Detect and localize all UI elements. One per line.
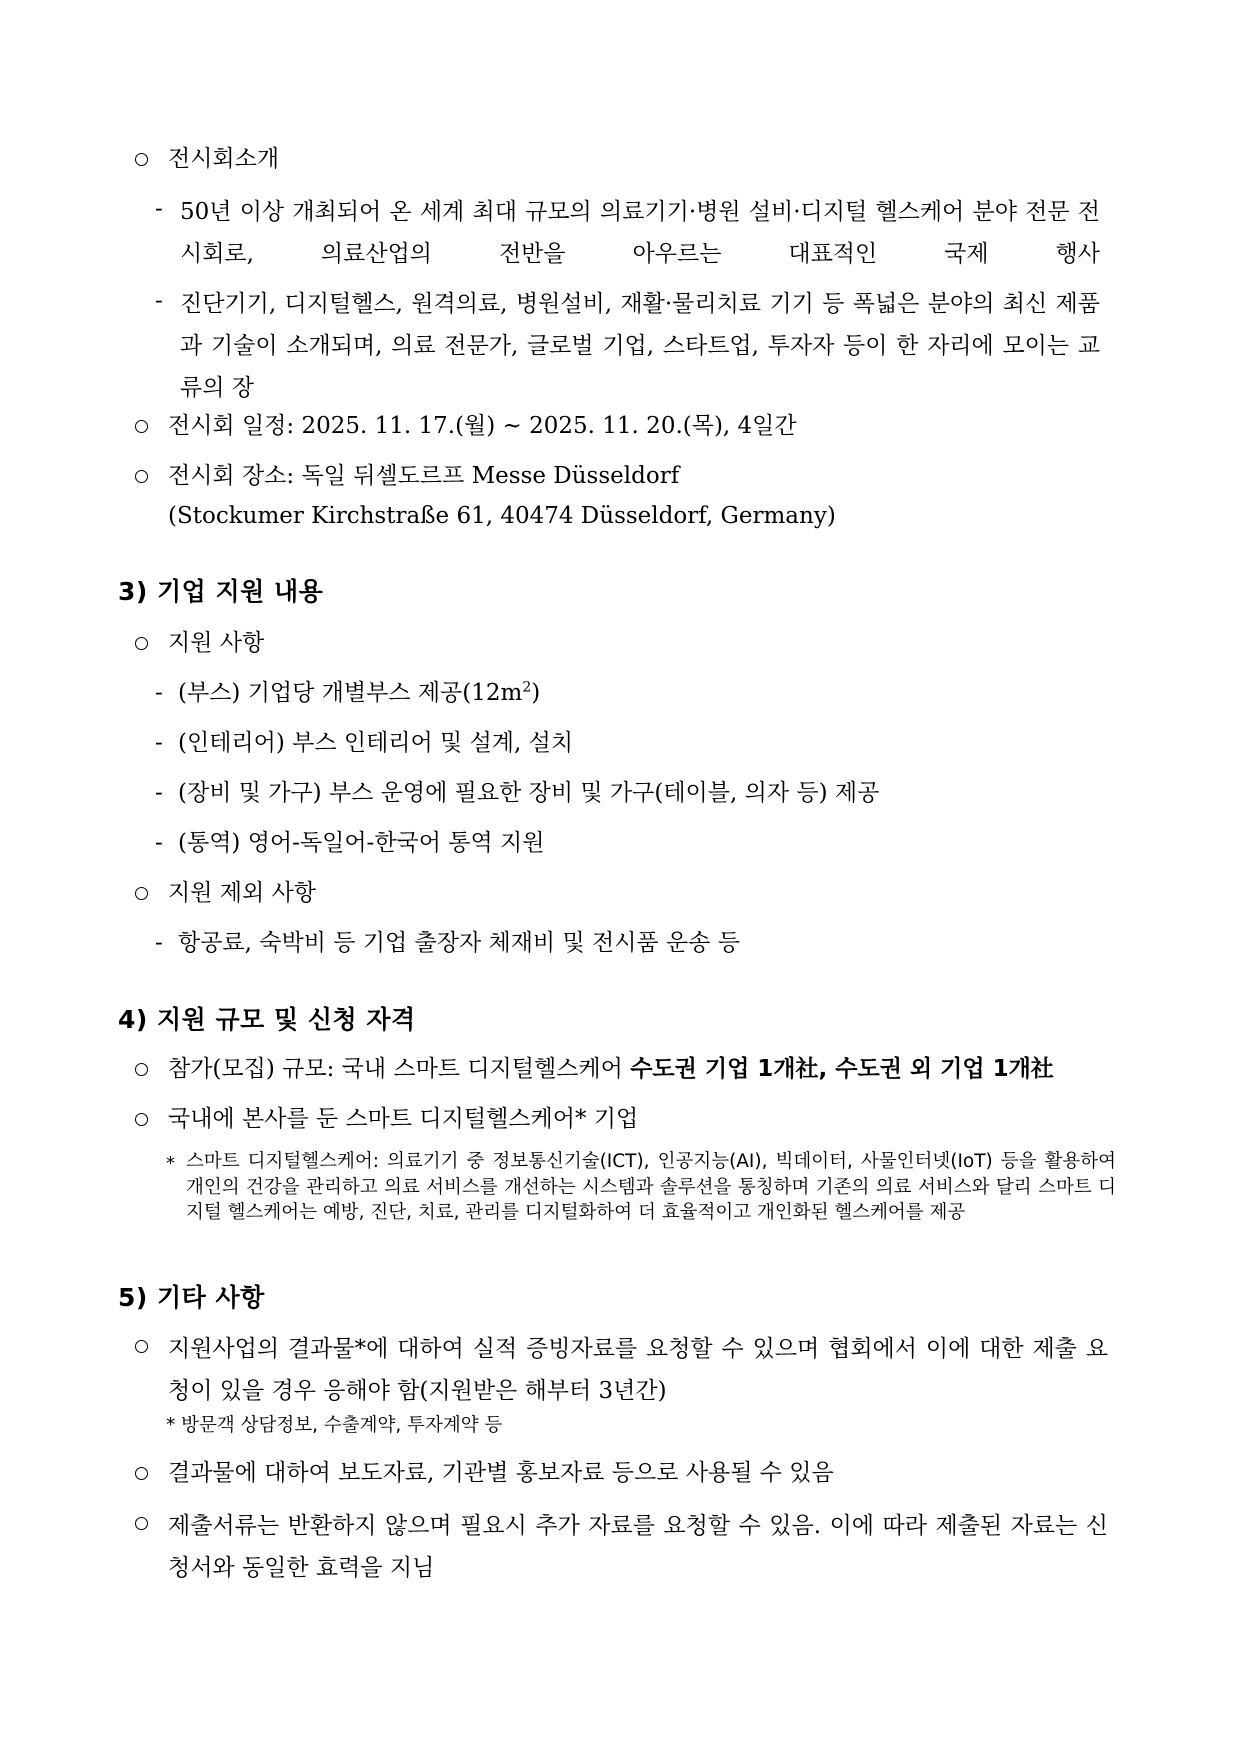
scale-prefix: 참가(모집) 규모: 국내 스마트 디지털헬스케어 [168, 1056, 631, 1082]
expo-venue: 전시회 장소: 독일 뒤셀도르프 Messe Düsseldorf [168, 463, 680, 489]
scale-bold: 수도권 기업 1개社, 수도권 외 기업 1개社 [630, 1056, 1054, 1082]
support-title: 지원 사항 [168, 630, 265, 656]
expo-address: (Stockumer Kirchstraße 61, 40474 Düsseldorf, Germany) [168, 503, 836, 529]
dash-marker: - [155, 930, 163, 956]
other-item-1: 지원사업의 결과물*에 대하여 실적 증빙자료를 요청할 수 있으며 협회에서 이에 대한 제출 요청이 있을 경우 응해야 함(지원받은 해부터 3년간) [168, 1336, 1108, 1404]
support-interior: (인테리어) 부스 인테리어 및 설계, 설치 [178, 730, 574, 756]
support-booth-text: (부스) 기업당 개별부스 제공(12m [178, 680, 523, 706]
bullet-circle-icon [135, 1517, 148, 1530]
excluded-title: 지원 제외 사항 [168, 880, 316, 906]
support-interpretation: (통역) 영어-독일어-한국어 통역 지원 [178, 830, 545, 856]
other-item-3: 제출서류는 반환하지 않으며 필요시 추가 자료를 요청할 수 있음. 이에 따라 제출된 자료는 신청서와 동일한 효력을 지님 [168, 1513, 1108, 1581]
dash-marker: - [155, 730, 163, 756]
support-equipment: (장비 및 가구) 부스 운영에 필요한 장비 및 가구(테이블, 의자 등) 제공 [178, 780, 880, 806]
expo-intro-bullet-1: 50년 이상 개최되어 온 세계 최대 규모의 의료기기·병원 설비·디지털 헬스케어 분야 전문 전시회로, 의료산업의 전반을 아우르는 대표적인 국제 행사 [180, 199, 1100, 267]
eligibility: 국내에 본사를 둔 스마트 디지털헬스케어* 기업 [168, 1106, 639, 1132]
bullet-circle-icon [135, 637, 148, 650]
other-item-1-note: * 방문객 상담정보, 수출계약, 투자계약 등 [166, 1415, 503, 1436]
section-5-heading: 5) 기타 사항 [118, 1283, 265, 1312]
bullet-circle-icon [135, 887, 148, 900]
bullet-circle-icon [135, 470, 148, 483]
bullet-circle-icon [135, 1113, 148, 1126]
excluded-item: 항공료, 숙박비 등 기업 출장자 체재비 및 전시품 운송 등 [178, 930, 740, 956]
dash-marker: - [155, 780, 163, 806]
dash-marker: - [155, 680, 163, 706]
bullet-circle-icon [135, 1063, 148, 1076]
bullet-circle-icon [135, 420, 148, 433]
expo-intro-title: 전시회소개 [168, 146, 280, 172]
expo-intro-bullet-2: 진단기기, 디지털헬스, 원격의료, 병원설비, 재활·물리치료 기기 등 폭넓은 분야의 최신 제품과 기술이 소개되며, 의료 전문가, 글로벌 기업, 스타트업, 투자자 등이 한 자리에 모이는 교류의 장 [180, 291, 1100, 401]
dash-marker: - [155, 288, 163, 314]
support-booth-sup: 2 [522, 679, 532, 696]
support-booth [178, 675, 540, 712]
section-3-heading: 3) 기업 지원 내용 [118, 577, 324, 606]
bullet-circle-icon [135, 1340, 148, 1353]
support-booth-end: ) [531, 680, 541, 706]
dash-marker: - [155, 196, 163, 222]
other-item-2: 결과물에 대하여 보도자료, 기관별 홍보자료 등으로 사용될 수 있음 [168, 1460, 834, 1486]
digital-healthcare-note: 스마트 디지털헬스케어: 의료기기 중 정보통신기술(ICT), 인공지능(AI), 빅데이터, 사물인터넷(IoT) 등을 활용하여 개인의 건강을 관리하고 의료 서비스를 개선하는 시스템과 솔루션을 통칭하며 기존의 의료 서비스와 달리 스마트 디지털 헬스케어는 예방, 진단, 치료, 관리를 디지털화하여 더 효율적이고 개인화된 헬스케어를 제공 [186, 1151, 1116, 1224]
expo-schedule: 전시회 일정: 2025. 11. 17.(월) ~ 2025. 11. 20.(목), 4일간 [168, 413, 797, 439]
bullet-circle-icon [135, 1467, 148, 1480]
scale-line [168, 1051, 1054, 1088]
section-4-heading: 4) 지원 규모 및 신청 자격 [118, 1005, 416, 1034]
bullet-circle-icon [135, 153, 148, 166]
dash-marker: - [155, 830, 163, 856]
note-star: * [166, 1153, 175, 1174]
